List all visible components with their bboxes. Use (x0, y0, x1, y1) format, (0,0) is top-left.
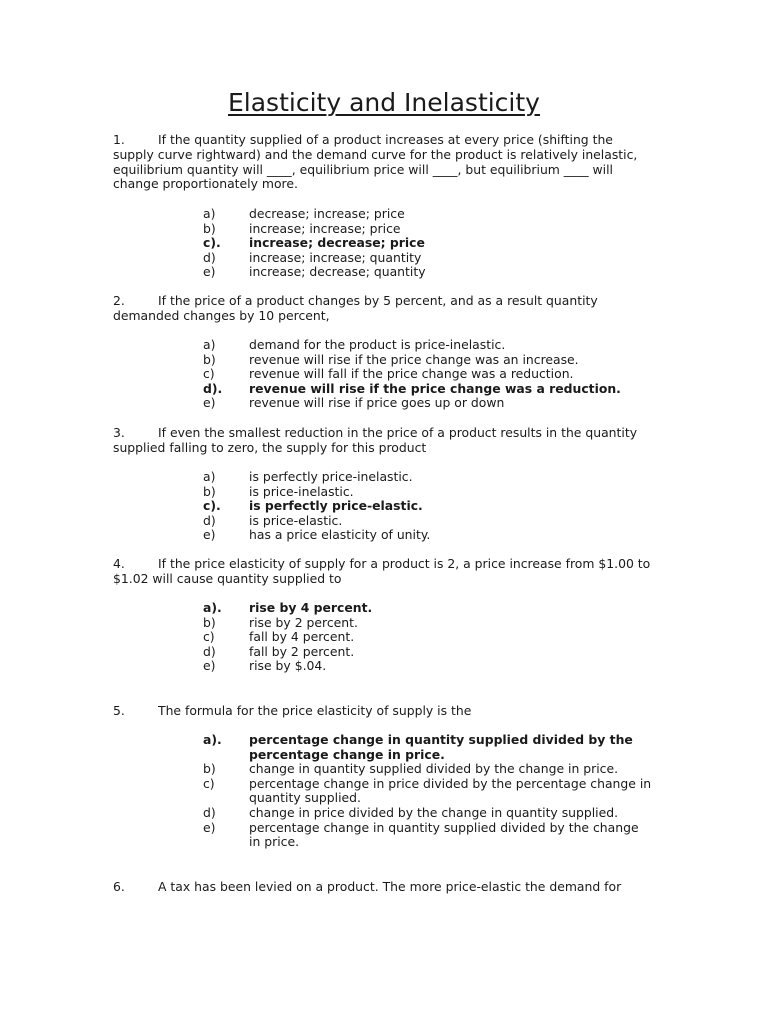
option-letter: d) (203, 249, 216, 265)
question-text: If even the smallest reduction in the price of a product results in the quantity supplied falling to zero, the supply for this product (113, 425, 638, 455)
option (203, 470, 653, 485)
option-letter: c). (203, 235, 221, 251)
option (203, 396, 653, 411)
option (203, 514, 653, 529)
option-text: is price-elastic. (249, 512, 343, 528)
options-4 (203, 601, 653, 674)
option-text: change in quantity supplied divided by the change in price. (249, 761, 619, 777)
option-text: increase; decrease; price (249, 235, 425, 251)
option-text: revenue will rise if the price change was an increase. (249, 351, 579, 367)
option-letter: a). (203, 732, 222, 747)
option-letter: a) (203, 337, 216, 352)
option-text: decrease; increase; price (249, 206, 405, 221)
option-letter: e) (203, 527, 216, 543)
option (203, 265, 653, 280)
question-5 (113, 704, 653, 719)
option (203, 367, 653, 382)
question-4 (113, 557, 653, 587)
question-number: 5. (113, 703, 125, 718)
option-letter: b) (203, 761, 216, 777)
option-correct (203, 601, 653, 616)
question-text: A tax has been levied on a product. The more price-elastic the demand for (158, 879, 622, 894)
option-letter: e) (203, 658, 216, 674)
option-text: has a price elasticity of unity. (249, 527, 431, 543)
option-text: fall by 2 percent. (249, 643, 355, 659)
option-letter: b) (203, 614, 216, 630)
option (203, 353, 653, 368)
option-text: percentage change in price divided by the percentage change in quantity supplied. (249, 775, 652, 806)
options-1 (203, 207, 653, 280)
question-number: 2. (113, 293, 125, 308)
option-text: rise by 4 percent. (249, 600, 373, 615)
option (203, 528, 653, 543)
question-text: The formula for the price elasticity of supply is the (158, 703, 472, 718)
option-letter: e) (203, 395, 216, 411)
option-letter: c) (203, 629, 215, 645)
question-2 (113, 294, 653, 324)
option-text: increase; decrease; quantity (249, 264, 426, 280)
option-text: fall by 4 percent. (249, 629, 355, 645)
question-number: 6. (113, 879, 125, 894)
option-correct (203, 382, 653, 397)
option-letter: b) (203, 351, 216, 367)
option-text: demand for the product is price-inelastic. (249, 337, 506, 352)
option-letter: d). (203, 380, 223, 396)
document-title: Elasticity and Inelasticity (228, 88, 540, 117)
options-3 (203, 470, 653, 543)
option-text: percentage change in quantity supplied divided by the change in price. (249, 819, 639, 850)
option-text: revenue will rise if the price change was a reduction. (249, 380, 621, 396)
option-letter: c) (203, 366, 215, 382)
option-letter: e) (203, 264, 216, 280)
question-number: 3. (113, 425, 125, 440)
question-text: If the price elasticity of supply for a product is 2, a price increase from $1.00 to $1.02 will cause quantity supplied to (113, 556, 651, 586)
option (203, 616, 653, 631)
option-letter: e) (203, 819, 216, 835)
option-text: rise by 2 percent. (249, 614, 358, 630)
question-number: 4. (113, 556, 125, 571)
option-text: increase; increase; quantity (249, 249, 422, 265)
option (203, 645, 653, 660)
options-5 (203, 733, 653, 850)
question-text: If the price of a product changes by 5 percent, and as a result quantity demanded changes by 10 percent, (113, 293, 598, 323)
option-text: change in price divided by the change in quantity supplied. (249, 804, 619, 820)
option-letter: d) (203, 643, 216, 659)
option-letter: c) (203, 775, 215, 791)
option (203, 207, 653, 222)
option-text: is perfectly price-elastic. (249, 498, 423, 514)
question-1 (113, 133, 653, 192)
option-letter: b) (203, 483, 216, 499)
option-text: revenue will rise if price goes up or down (249, 395, 505, 411)
option (203, 485, 653, 500)
question-3 (113, 426, 653, 456)
option-letter: a) (203, 206, 216, 221)
option (203, 251, 653, 266)
option-correct (203, 236, 653, 251)
option-text: is perfectly price-inelastic. (249, 469, 413, 484)
option-correct (203, 499, 653, 514)
option-letter: a). (203, 600, 222, 615)
option-letter: b) (203, 220, 216, 236)
option (203, 806, 653, 821)
option (203, 762, 653, 777)
option-text: is price-inelastic. (249, 483, 354, 499)
question-6 (113, 880, 653, 895)
option (203, 630, 653, 645)
option (203, 222, 653, 237)
option-letter: d) (203, 512, 216, 528)
option (203, 821, 653, 850)
question-number: 1. (113, 132, 125, 147)
question-text: If the quantity supplied of a product increases at every price (shifting the supply curve rightward) and the demand curve for the product is relatively inelastic, equilibrium quantity will ____, equilibrium price will ____, but equilibrium ____ will change proportionately more. (113, 132, 638, 192)
option-letter: a) (203, 469, 216, 484)
option-letter: c). (203, 498, 221, 514)
option-text: revenue will fall if the price change was a reduction. (249, 366, 574, 382)
option-correct (203, 733, 653, 762)
option (203, 659, 653, 674)
options-2 (203, 338, 653, 411)
option-letter: d) (203, 804, 216, 820)
option-text: rise by $.04. (249, 658, 327, 674)
option (203, 338, 653, 353)
option-text: increase; increase; price (249, 220, 401, 236)
option-text: percentage change in quantity supplied divided by the percentage change in price. (249, 732, 633, 762)
option (203, 777, 653, 806)
